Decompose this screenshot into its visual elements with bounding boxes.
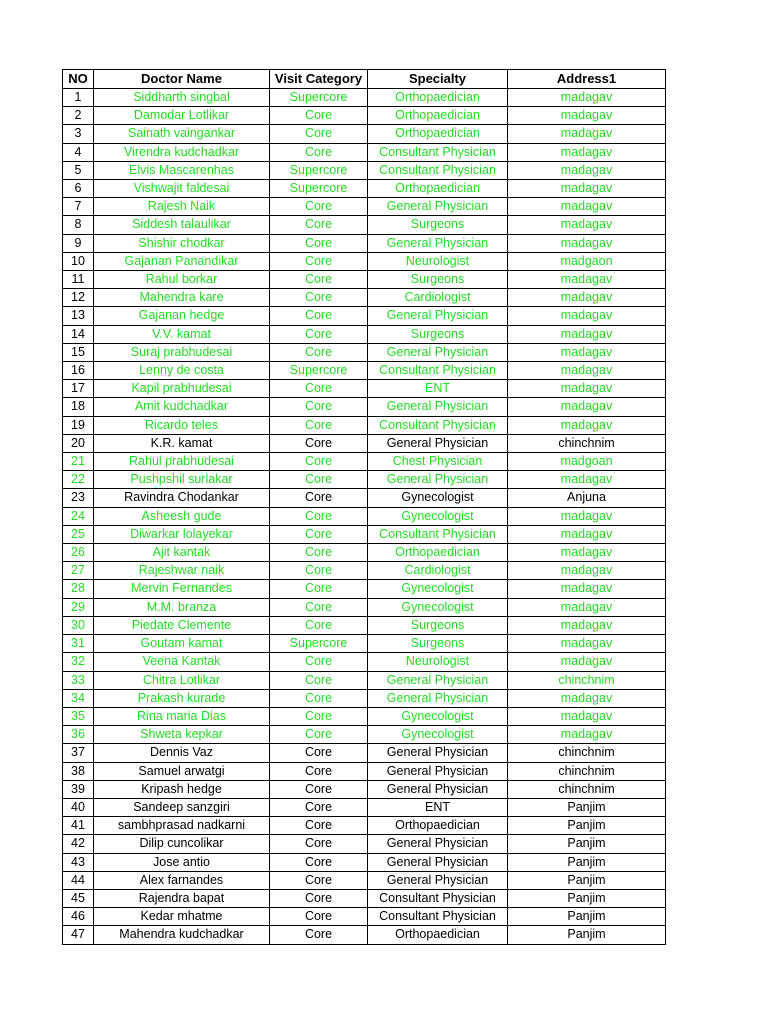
table-row	[63, 398, 666, 416]
cell-address[interactable]: Panjim	[508, 926, 666, 944]
cell-specialty[interactable]: General Physician	[368, 762, 508, 780]
cell-no[interactable]: 31	[63, 635, 94, 653]
cell-doctor-name[interactable]: Chitra Lotlikar	[94, 671, 270, 689]
table-row	[63, 180, 666, 198]
cell-doctor-name[interactable]: Samuel arwatgi	[94, 762, 270, 780]
cell-no[interactable]: 2	[63, 107, 94, 125]
cell-doctor-name[interactable]: Prakash kurade	[94, 689, 270, 707]
cell-visit-category[interactable]: Core	[270, 143, 368, 161]
cell-address[interactable]: madagav	[508, 107, 666, 125]
cell-doctor-name[interactable]: Kapil prabhudesai	[94, 380, 270, 398]
cell-address[interactable]: Panjim	[508, 835, 666, 853]
table-row	[63, 635, 666, 653]
cell-address[interactable]: madagav	[508, 398, 666, 416]
table-row	[63, 307, 666, 325]
table-row	[63, 562, 666, 580]
cell-visit-category[interactable]: Core	[270, 689, 368, 707]
cell-address[interactable]: madagav	[508, 635, 666, 653]
cell-visit-category[interactable]: Supercore	[270, 635, 368, 653]
table-row	[63, 252, 666, 270]
table-row	[63, 289, 666, 307]
cell-address[interactable]: madagav	[508, 653, 666, 671]
cell-specialty[interactable]: Gynecologist	[368, 507, 508, 525]
cell-no[interactable]: 27	[63, 562, 94, 580]
cell-visit-category[interactable]: Core	[270, 216, 368, 234]
cell-doctor-name[interactable]: Jose antio	[94, 853, 270, 871]
cell-address[interactable]: Panjim	[508, 798, 666, 816]
table-row	[63, 689, 666, 707]
cell-doctor-name[interactable]: Gajanan hedge	[94, 307, 270, 325]
cell-doctor-name[interactable]: Piedate Clemente	[94, 616, 270, 634]
cell-address[interactable]: madagav	[508, 726, 666, 744]
cell-no[interactable]: 1	[63, 89, 94, 107]
cell-no[interactable]: 22	[63, 471, 94, 489]
cell-visit-category[interactable]: Core	[270, 544, 368, 562]
cell-specialty[interactable]: Orthopaedician	[368, 107, 508, 125]
cell-specialty[interactable]: General Physician	[368, 780, 508, 798]
cell-no[interactable]: 46	[63, 908, 94, 926]
table-row	[63, 161, 666, 179]
cell-address[interactable]: madagav	[508, 343, 666, 361]
cell-specialty[interactable]: Gynecologist	[368, 580, 508, 598]
cell-no[interactable]: 42	[63, 835, 94, 853]
cell-visit-category[interactable]: Core	[270, 434, 368, 452]
cell-address[interactable]: madagav	[508, 616, 666, 634]
cell-doctor-name[interactable]: Veena Kantak	[94, 653, 270, 671]
table-row	[63, 107, 666, 125]
cell-no[interactable]: 4	[63, 143, 94, 161]
cell-no[interactable]: 41	[63, 817, 94, 835]
cell-visit-category[interactable]: Core	[270, 271, 368, 289]
cell-specialty[interactable]: General Physician	[368, 198, 508, 216]
cell-no[interactable]: 24	[63, 507, 94, 525]
cell-specialty[interactable]: ENT	[368, 380, 508, 398]
cell-specialty[interactable]: General Physician	[368, 689, 508, 707]
cell-specialty[interactable]: General Physician	[368, 471, 508, 489]
cell-no[interactable]: 44	[63, 871, 94, 889]
cell-doctor-name[interactable]: Damodar Lotlikar	[94, 107, 270, 125]
cell-no[interactable]: 20	[63, 434, 94, 452]
table-row	[63, 325, 666, 343]
table-row	[63, 616, 666, 634]
cell-visit-category[interactable]: Core	[270, 653, 368, 671]
cell-no[interactable]: 30	[63, 616, 94, 634]
table-row	[63, 143, 666, 161]
cell-no[interactable]: 36	[63, 726, 94, 744]
cell-doctor-name[interactable]: Mervin Fernandes	[94, 580, 270, 598]
cell-no[interactable]: 45	[63, 889, 94, 907]
cell-address[interactable]: madagav	[508, 234, 666, 252]
cell-no[interactable]: 15	[63, 343, 94, 361]
table-row	[63, 544, 666, 562]
cell-specialty[interactable]: Consultant Physician	[368, 416, 508, 434]
cell-address[interactable]: madagav	[508, 689, 666, 707]
cell-no[interactable]: 8	[63, 216, 94, 234]
table-row	[63, 216, 666, 234]
cell-visit-category[interactable]: Supercore	[270, 362, 368, 380]
table-row	[63, 434, 666, 452]
cell-doctor-name[interactable]: Alex farnandes	[94, 871, 270, 889]
table-row	[63, 471, 666, 489]
table-row	[63, 271, 666, 289]
cell-no[interactable]: 19	[63, 416, 94, 434]
cell-specialty[interactable]: Surgeons	[368, 635, 508, 653]
cell-visit-category[interactable]: Core	[270, 125, 368, 143]
cell-address[interactable]: madagav	[508, 525, 666, 543]
cell-visit-category[interactable]: Core	[270, 580, 368, 598]
cell-specialty[interactable]: Gynecologist	[368, 726, 508, 744]
table-row	[63, 580, 666, 598]
table-row	[63, 780, 666, 798]
cell-doctor-name[interactable]: Asheesh gude	[94, 507, 270, 525]
cell-address[interactable]: madagav	[508, 161, 666, 179]
cell-doctor-name[interactable]: Rahul borkar	[94, 271, 270, 289]
table-row	[63, 871, 666, 889]
cell-visit-category[interactable]: Core	[270, 507, 368, 525]
cell-address[interactable]: madagav	[508, 544, 666, 562]
table-row	[63, 707, 666, 725]
cell-address[interactable]: chinchnim	[508, 780, 666, 798]
cell-no[interactable]: 26	[63, 544, 94, 562]
cell-address[interactable]: chinchnim	[508, 671, 666, 689]
cell-no[interactable]: 37	[63, 744, 94, 762]
cell-doctor-name[interactable]: Shweta kepkar	[94, 726, 270, 744]
cell-address[interactable]: madagav	[508, 325, 666, 343]
cell-address[interactable]: madagav	[508, 416, 666, 434]
cell-specialty[interactable]: General Physician	[368, 671, 508, 689]
cell-address[interactable]: Panjim	[508, 908, 666, 926]
cell-specialty[interactable]: Orthopaedician	[368, 125, 508, 143]
cell-specialty[interactable]: Consultant Physician	[368, 908, 508, 926]
cell-doctor-name[interactable]: Rajendra bapat	[94, 889, 270, 907]
cell-doctor-name[interactable]: Lenny de costa	[94, 362, 270, 380]
cell-address[interactable]: madagav	[508, 380, 666, 398]
cell-no[interactable]: 25	[63, 525, 94, 543]
cell-specialty[interactable]: Consultant Physician	[368, 143, 508, 161]
table-row	[63, 926, 666, 944]
table-row	[63, 507, 666, 525]
cell-visit-category[interactable]: Core	[270, 325, 368, 343]
cell-visit-category[interactable]: Core	[270, 107, 368, 125]
cell-doctor-name[interactable]: Virendra kudchadkar	[94, 143, 270, 161]
table-row	[63, 744, 666, 762]
cell-visit-category[interactable]: Core	[270, 471, 368, 489]
cell-no[interactable]: 10	[63, 252, 94, 270]
cell-specialty[interactable]: Orthopaedician	[368, 926, 508, 944]
table-row	[63, 234, 666, 252]
cell-doctor-name[interactable]: K.R. kamat	[94, 434, 270, 452]
cell-visit-category[interactable]: Core	[270, 453, 368, 471]
cell-specialty[interactable]: Consultant Physician	[368, 889, 508, 907]
cell-visit-category[interactable]: Core	[270, 926, 368, 944]
header-no[interactable]: NO	[63, 70, 94, 89]
table-row	[63, 525, 666, 543]
cell-doctor-name[interactable]: Dilip cuncolikar	[94, 835, 270, 853]
cell-specialty[interactable]: Neurologist	[368, 653, 508, 671]
cell-doctor-name[interactable]: Suraj prabhudesai	[94, 343, 270, 361]
cell-visit-category[interactable]: Core	[270, 289, 368, 307]
header-row	[63, 70, 666, 89]
cell-visit-category[interactable]: Core	[270, 762, 368, 780]
cell-visit-category[interactable]: Core	[270, 525, 368, 543]
cell-no[interactable]: 33	[63, 671, 94, 689]
cell-address[interactable]: madagav	[508, 598, 666, 616]
cell-visit-category[interactable]: Core	[270, 798, 368, 816]
table-row	[63, 671, 666, 689]
cell-specialty[interactable]: General Physician	[368, 853, 508, 871]
cell-visit-category[interactable]: Core	[270, 726, 368, 744]
cell-address[interactable]: madagav	[508, 562, 666, 580]
cell-address[interactable]: madagav	[508, 362, 666, 380]
cell-visit-category[interactable]: Core	[270, 780, 368, 798]
cell-visit-category[interactable]: Core	[270, 416, 368, 434]
cell-no[interactable]: 5	[63, 161, 94, 179]
cell-specialty[interactable]: Orthopaedician	[368, 89, 508, 107]
cell-visit-category[interactable]: Core	[270, 252, 368, 270]
cell-doctor-name[interactable]: Shishir chodkar	[94, 234, 270, 252]
cell-no[interactable]: 12	[63, 289, 94, 307]
cell-no[interactable]: 34	[63, 689, 94, 707]
cell-specialty[interactable]: General Physician	[368, 343, 508, 361]
cell-specialty[interactable]: General Physician	[368, 434, 508, 452]
cell-doctor-name[interactable]: Siddesh talaulikar	[94, 216, 270, 234]
cell-doctor-name[interactable]: Ravindra Chodankar	[94, 489, 270, 507]
cell-visit-category[interactable]: Core	[270, 234, 368, 252]
header-address[interactable]: Address1	[508, 70, 666, 89]
cell-specialty[interactable]: Consultant Physician	[368, 362, 508, 380]
cell-doctor-name[interactable]: Kripash hedge	[94, 780, 270, 798]
cell-address[interactable]: chinchnim	[508, 762, 666, 780]
cell-doctor-name[interactable]: Diwarkar lolayekar	[94, 525, 270, 543]
cell-doctor-name[interactable]: Goutam kamat	[94, 635, 270, 653]
cell-doctor-name[interactable]: M.M. branza	[94, 598, 270, 616]
cell-address[interactable]: madagav	[508, 198, 666, 216]
cell-visit-category[interactable]: Core	[270, 671, 368, 689]
cell-doctor-name[interactable]: Rajesh Naik	[94, 198, 270, 216]
cell-address[interactable]: madagav	[508, 580, 666, 598]
cell-no[interactable]: 17	[63, 380, 94, 398]
cell-visit-category[interactable]: Core	[270, 198, 368, 216]
cell-no[interactable]: 40	[63, 798, 94, 816]
table-row	[63, 853, 666, 871]
cell-specialty[interactable]: General Physician	[368, 744, 508, 762]
cell-specialty[interactable]: Cardiologist	[368, 562, 508, 580]
cell-visit-category[interactable]: Core	[270, 744, 368, 762]
cell-visit-category[interactable]: Core	[270, 380, 368, 398]
cell-doctor-name[interactable]: Vishwajit faldesai	[94, 180, 270, 198]
header-specialty[interactable]: Specialty	[368, 70, 508, 89]
cell-visit-category[interactable]: Core	[270, 817, 368, 835]
cell-specialty[interactable]: Surgeons	[368, 616, 508, 634]
cell-no[interactable]: 35	[63, 707, 94, 725]
cell-specialty[interactable]: Chest Physician	[368, 453, 508, 471]
cell-no[interactable]: 47	[63, 926, 94, 944]
cell-specialty[interactable]: Gynecologist	[368, 489, 508, 507]
cell-doctor-name[interactable]: Ricardo teles	[94, 416, 270, 434]
cell-specialty[interactable]: General Physician	[368, 234, 508, 252]
cell-doctor-name[interactable]: Amit kudchadkar	[94, 398, 270, 416]
doctor-table	[62, 69, 666, 945]
cell-doctor-name[interactable]: Rahul prabhudesai	[94, 453, 270, 471]
cell-doctor-name[interactable]: Rina maria Dias	[94, 707, 270, 725]
cell-doctor-name[interactable]: V.V. kamat	[94, 325, 270, 343]
cell-specialty[interactable]: Orthopaedician	[368, 817, 508, 835]
cell-visit-category[interactable]: Core	[270, 598, 368, 616]
cell-address[interactable]: madgoan	[508, 453, 666, 471]
cell-visit-category[interactable]: Core	[270, 343, 368, 361]
cell-specialty[interactable]: Neurologist	[368, 252, 508, 270]
cell-specialty[interactable]: Surgeons	[368, 325, 508, 343]
cell-visit-category[interactable]: Core	[270, 616, 368, 634]
cell-visit-category[interactable]: Supercore	[270, 89, 368, 107]
cell-address[interactable]: madagav	[508, 125, 666, 143]
table-row	[63, 489, 666, 507]
cell-specialty[interactable]: Gynecologist	[368, 598, 508, 616]
table-row	[63, 125, 666, 143]
cell-address[interactable]: chinchnim	[508, 744, 666, 762]
cell-doctor-name[interactable]: Dennis Vaz	[94, 744, 270, 762]
cell-doctor-name[interactable]: Rajeshwar naik	[94, 562, 270, 580]
cell-no[interactable]: 9	[63, 234, 94, 252]
cell-address[interactable]: madagav	[508, 180, 666, 198]
cell-no[interactable]: 28	[63, 580, 94, 598]
cell-visit-category[interactable]: Core	[270, 835, 368, 853]
cell-address[interactable]: madagav	[508, 507, 666, 525]
cell-doctor-name[interactable]: Sainath vaingankar	[94, 125, 270, 143]
table-row	[63, 598, 666, 616]
cell-no[interactable]: 43	[63, 853, 94, 871]
cell-no[interactable]: 7	[63, 198, 94, 216]
cell-address[interactable]: madagav	[508, 89, 666, 107]
cell-doctor-name[interactable]: Elvis Mascarenhas	[94, 161, 270, 179]
cell-doctor-name[interactable]: Mahendra kudchadkar	[94, 926, 270, 944]
cell-no[interactable]: 13	[63, 307, 94, 325]
cell-visit-category[interactable]: Core	[270, 871, 368, 889]
cell-specialty[interactable]: Gynecologist	[368, 707, 508, 725]
cell-visit-category[interactable]: Core	[270, 398, 368, 416]
cell-specialty[interactable]: General Physician	[368, 871, 508, 889]
cell-address[interactable]: Panjim	[508, 817, 666, 835]
cell-specialty[interactable]: Orthopaedician	[368, 180, 508, 198]
header-doctor-name[interactable]: Doctor Name	[94, 70, 270, 89]
cell-visit-category[interactable]: Core	[270, 889, 368, 907]
cell-no[interactable]: 6	[63, 180, 94, 198]
cell-specialty[interactable]: ENT	[368, 798, 508, 816]
table-body	[63, 89, 666, 945]
table-row	[63, 89, 666, 107]
cell-doctor-name[interactable]: sambhprasad nadkarni	[94, 817, 270, 835]
cell-address[interactable]: Panjim	[508, 853, 666, 871]
cell-visit-category[interactable]: Supercore	[270, 180, 368, 198]
cell-no[interactable]: 16	[63, 362, 94, 380]
cell-specialty[interactable]: Consultant Physician	[368, 161, 508, 179]
cell-specialty[interactable]: Consultant Physician	[368, 525, 508, 543]
cell-address[interactable]: chinchnim	[508, 434, 666, 452]
cell-visit-category[interactable]: Supercore	[270, 161, 368, 179]
cell-visit-category[interactable]: Core	[270, 307, 368, 325]
cell-visit-category[interactable]: Core	[270, 562, 368, 580]
cell-doctor-name[interactable]: Kedar mhatme	[94, 908, 270, 926]
cell-no[interactable]: 29	[63, 598, 94, 616]
table-row	[63, 453, 666, 471]
table-row	[63, 362, 666, 380]
cell-visit-category[interactable]: Core	[270, 908, 368, 926]
cell-address[interactable]: Anjuna	[508, 489, 666, 507]
cell-no[interactable]: 14	[63, 325, 94, 343]
cell-no[interactable]: 11	[63, 271, 94, 289]
cell-address[interactable]: madagav	[508, 143, 666, 161]
table-row	[63, 889, 666, 907]
cell-specialty[interactable]: General Physician	[368, 307, 508, 325]
cell-address[interactable]: Panjim	[508, 889, 666, 907]
cell-address[interactable]: madgaon	[508, 252, 666, 270]
cell-specialty[interactable]: General Physician	[368, 835, 508, 853]
cell-doctor-name[interactable]: Siddharth singbal	[94, 89, 270, 107]
cell-no[interactable]: 18	[63, 398, 94, 416]
cell-no[interactable]: 3	[63, 125, 94, 143]
table-row	[63, 416, 666, 434]
table-row	[63, 908, 666, 926]
cell-doctor-name[interactable]: Mahendra kare	[94, 289, 270, 307]
table-row	[63, 835, 666, 853]
cell-address[interactable]: madagav	[508, 216, 666, 234]
cell-doctor-name[interactable]: Sandeep sanzgiri	[94, 798, 270, 816]
table-row	[63, 653, 666, 671]
cell-address[interactable]: Panjim	[508, 871, 666, 889]
table-row	[63, 343, 666, 361]
table-row	[63, 762, 666, 780]
table-row	[63, 380, 666, 398]
cell-no[interactable]: 23	[63, 489, 94, 507]
cell-doctor-name[interactable]: Ajit kantak	[94, 544, 270, 562]
cell-doctor-name[interactable]: Pushpshil surlakar	[94, 471, 270, 489]
cell-visit-category[interactable]: Core	[270, 853, 368, 871]
cell-no[interactable]: 39	[63, 780, 94, 798]
cell-specialty[interactable]: Cardiologist	[368, 289, 508, 307]
cell-visit-category[interactable]: Core	[270, 707, 368, 725]
cell-specialty[interactable]: Surgeons	[368, 271, 508, 289]
cell-address[interactable]: madagav	[508, 271, 666, 289]
cell-specialty[interactable]: Orthopaedician	[368, 544, 508, 562]
cell-visit-category[interactable]: Core	[270, 489, 368, 507]
table-row	[63, 198, 666, 216]
cell-no[interactable]: 21	[63, 453, 94, 471]
cell-specialty[interactable]: General Physician	[368, 398, 508, 416]
cell-no[interactable]: 32	[63, 653, 94, 671]
cell-address[interactable]: madagav	[508, 471, 666, 489]
cell-address[interactable]: madagav	[508, 307, 666, 325]
table-row	[63, 726, 666, 744]
cell-specialty[interactable]: Surgeons	[368, 216, 508, 234]
header-visit-category[interactable]: Visit Category	[270, 70, 368, 89]
table-row	[63, 798, 666, 816]
table-row	[63, 817, 666, 835]
cell-address[interactable]: madagav	[508, 707, 666, 725]
cell-no[interactable]: 38	[63, 762, 94, 780]
cell-address[interactable]: madagav	[508, 289, 666, 307]
cell-doctor-name[interactable]: Gajanan Panandikar	[94, 252, 270, 270]
